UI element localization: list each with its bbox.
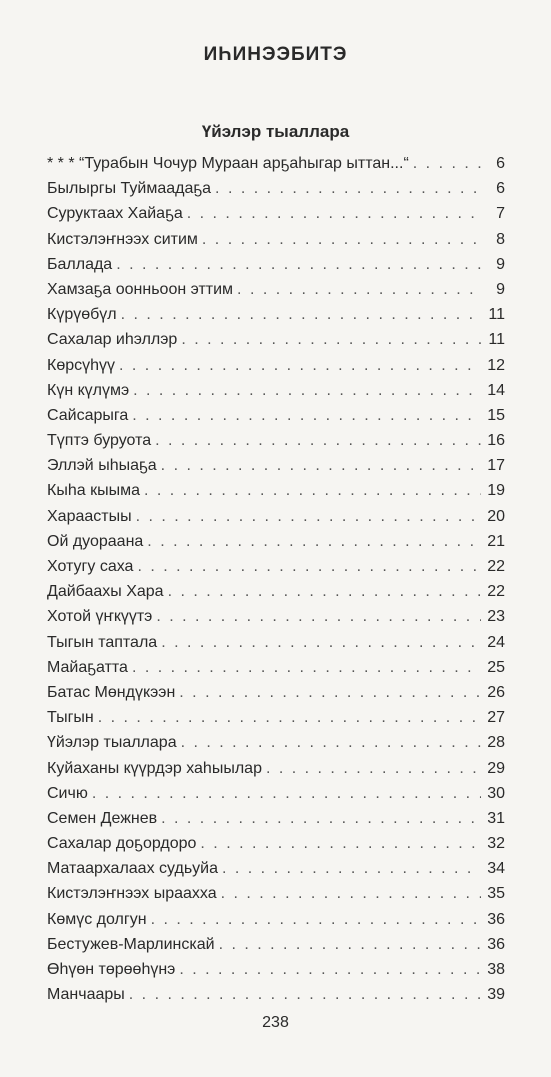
toc-entry-page: 34 — [487, 860, 505, 878]
toc-entry — [47, 608, 505, 633]
contents-heading: ИҺИНЭЭБИТЭ — [203, 44, 348, 65]
toc-entry — [47, 558, 505, 583]
toc-entry — [47, 760, 505, 785]
dot-leader — [413, 155, 481, 173]
toc-entry-title: Кистэлэҥнээх ыраахха — [47, 885, 217, 903]
toc-entry-title: Семен Дежнев — [47, 809, 158, 827]
toc-entry-page: 9 — [496, 280, 505, 298]
toc-entry-page: 23 — [487, 608, 505, 626]
toc-entry-page: 15 — [487, 406, 505, 424]
toc-entry-page: 21 — [487, 532, 505, 550]
toc-entry — [47, 205, 505, 230]
toc-entry-title: Суруктаах Хайаҕа — [47, 205, 183, 223]
dot-leader — [133, 382, 481, 400]
dot-leader — [221, 885, 481, 903]
toc-entry — [47, 684, 505, 709]
toc-entry-page: 29 — [487, 759, 505, 777]
toc-entry-page: 38 — [487, 961, 505, 978]
toc-entry-title: Манчаары — [47, 986, 125, 1004]
dot-leader — [181, 331, 481, 349]
toc-entry-title: * * * “Турабын Чочур Мураан арҕаһыгар ыттан...“ — [47, 155, 409, 172]
toc-entry-page: 16 — [487, 432, 505, 450]
dot-leader — [179, 961, 481, 979]
section-title: Үйэлэр тыаллара — [201, 122, 350, 141]
toc-entry — [47, 281, 505, 306]
dot-leader — [147, 533, 481, 551]
toc-entry-page: 12 — [487, 356, 505, 374]
toc-entry — [47, 634, 505, 659]
toc-entry — [47, 508, 505, 533]
dot-leader — [132, 407, 481, 425]
toc-entry-title: Өһүөн төрөөһүнэ — [47, 961, 176, 978]
toc-entry-title: Сичю — [47, 784, 88, 802]
dot-leader — [137, 558, 481, 576]
dot-leader — [219, 936, 481, 954]
dot-leader — [132, 659, 481, 677]
dot-leader — [179, 684, 481, 702]
toc-entry — [47, 180, 505, 205]
toc-entry-page: 11 — [488, 331, 505, 349]
toc-entry-page: 39 — [487, 986, 505, 1004]
toc-entry-title: Күн күлүмэ — [47, 381, 130, 399]
toc-entry-page: 35 — [487, 885, 505, 903]
dot-leader — [161, 457, 481, 475]
toc-entry-title: Түптэ буруота — [47, 432, 152, 450]
toc-entry-title: Эллэй ыһыаҕа — [47, 457, 157, 475]
toc-entry — [47, 810, 505, 835]
dot-leader — [187, 205, 481, 223]
toc-entry — [47, 860, 505, 885]
toc-entry — [47, 357, 505, 382]
toc-entry-page: 24 — [487, 633, 505, 651]
dot-leader — [168, 583, 481, 601]
dot-leader — [200, 835, 481, 853]
dot-leader — [136, 508, 481, 526]
toc-entry-title: Сахалар иһэллэр — [47, 331, 178, 349]
toc-entry-page: 17 — [487, 457, 505, 475]
toc-entry — [47, 256, 505, 281]
toc-entry-page: 31 — [487, 809, 505, 827]
toc-entry-title: Хотугу саха — [47, 558, 134, 575]
dot-leader — [215, 180, 481, 198]
toc-entry — [47, 936, 505, 961]
toc-entry — [47, 911, 505, 936]
toc-entry-page: 27 — [487, 709, 505, 727]
toc-entry-title: Хамзаҕа оонньоон эттим — [47, 280, 234, 298]
dot-leader — [222, 860, 481, 878]
toc-entry-title: Сахалар доҕордоро — [47, 835, 197, 853]
dot-leader — [98, 709, 481, 727]
toc-entry-title: Үйэлэр тыаллара — [47, 734, 177, 752]
toc-entry-title: Тыгын таптала — [47, 633, 158, 651]
toc-entry — [47, 835, 505, 860]
toc-entry-page: 22 — [487, 583, 505, 601]
toc-entry-title: Дайбаахы Хара — [47, 583, 164, 601]
toc-entry — [47, 961, 505, 986]
toc-entry — [47, 231, 505, 256]
toc-entry — [47, 986, 505, 1011]
dot-leader — [202, 231, 481, 249]
toc-entry-title: Матаархалаах судьуйа — [47, 860, 218, 878]
toc-entry-title: Былыргы Туймаадаҕа — [47, 180, 212, 198]
toc-entry-page: 6 — [496, 155, 505, 172]
toc-entry-title: Бестужев-Марлинскай — [47, 935, 215, 953]
toc-entry — [47, 533, 505, 558]
toc-entry — [47, 382, 505, 407]
toc-entry-title: Кистэлэҥнээх ситим — [47, 230, 198, 248]
toc-entry-title: Көмүс долгун — [47, 910, 147, 928]
dot-leader — [121, 306, 481, 324]
dot-leader — [266, 760, 481, 778]
toc-entry — [47, 885, 505, 910]
toc-entry-title: Тыгын — [47, 709, 94, 727]
toc-entry-page: 8 — [496, 230, 505, 248]
toc-entry-page: 30 — [487, 784, 505, 802]
toc-entry — [47, 306, 505, 331]
toc-entry-page: 11 — [488, 306, 505, 324]
dot-leader — [144, 482, 481, 500]
toc-entry-title: Көрсүһүү — [47, 356, 116, 374]
toc-entry-title: Хотой үҥкүүтэ — [47, 608, 153, 626]
toc-entry-page: 9 — [496, 255, 505, 273]
toc-entry — [47, 432, 505, 457]
toc-entry — [47, 331, 505, 356]
toc-entry-title: Куйаханы күүрдэр хаһыылар — [47, 759, 262, 777]
toc-entry-page: 25 — [487, 658, 505, 676]
dot-leader — [119, 357, 481, 375]
toc-entry-page: 20 — [487, 507, 505, 525]
toc-entry — [47, 583, 505, 608]
toc-entry-title: Батас Мөндүкээн — [47, 683, 176, 701]
toc-entry-page: 6 — [496, 180, 505, 198]
toc-entry — [47, 482, 505, 507]
toc-entry-page: 32 — [487, 835, 505, 853]
dot-leader — [116, 256, 481, 274]
toc-entry — [47, 659, 505, 684]
dot-leader — [161, 810, 481, 828]
toc-entry-title: Майаҕатта — [47, 658, 128, 676]
dot-leader — [151, 911, 481, 929]
dot-leader — [92, 785, 481, 803]
table-of-contents — [47, 155, 505, 1011]
dot-leader — [129, 986, 481, 1004]
toc-entry — [47, 785, 505, 810]
toc-entry-title: Баллада — [47, 255, 113, 273]
toc-entry-page: 7 — [496, 205, 505, 223]
toc-entry-title: Ой дуораана — [47, 532, 144, 550]
toc-entry-page: 22 — [487, 558, 505, 575]
toc-entry-title: Күрүөбүл — [47, 306, 117, 324]
toc-entry-page: 14 — [487, 381, 505, 399]
toc-entry — [47, 709, 505, 734]
dot-leader — [237, 281, 481, 299]
dot-leader — [181, 734, 481, 752]
toc-entry — [47, 457, 505, 482]
toc-entry-title: Хараастыы — [47, 507, 132, 525]
dot-leader — [156, 608, 481, 626]
toc-entry-title: Кыһа кыыма — [47, 482, 140, 500]
toc-entry — [47, 734, 505, 759]
toc-entry-page: 26 — [487, 683, 505, 701]
toc-entry-title: Сайсарыга — [47, 406, 129, 424]
toc-entry-page: 36 — [487, 910, 505, 928]
toc-entry-page: 36 — [487, 935, 505, 953]
toc-entry-page: 19 — [487, 482, 505, 500]
toc-entry-page: 28 — [487, 734, 505, 752]
dot-leader — [161, 634, 481, 652]
toc-entry — [47, 155, 505, 180]
page-number: 238 — [262, 1014, 289, 1031]
toc-entry — [47, 407, 505, 432]
dot-leader — [155, 432, 481, 450]
